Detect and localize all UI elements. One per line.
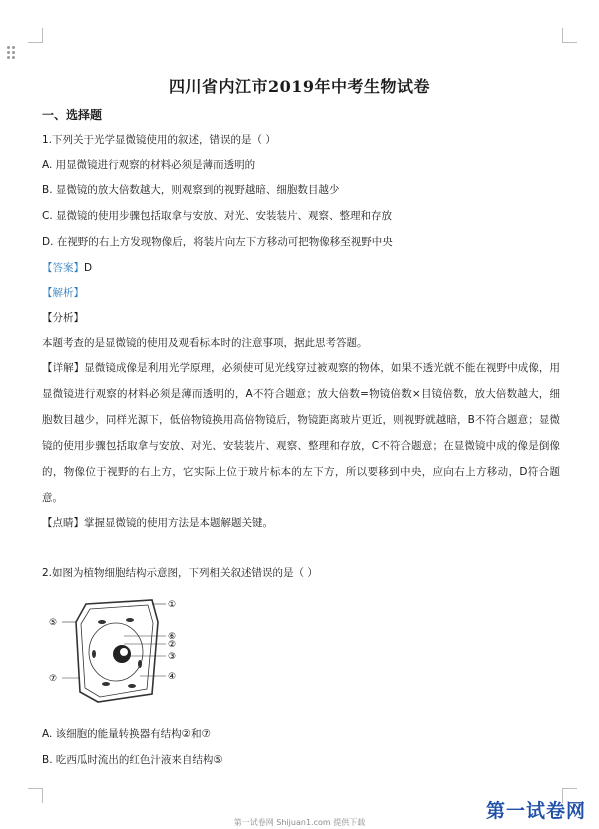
plant-cell-diagram [40, 592, 190, 712]
q1-option-a: A. 用显微镜进行观察的材料必须是薄而透明的 [42, 159, 256, 171]
analysis-tag: 【解析】 [42, 287, 84, 299]
answer-value: D [84, 262, 93, 274]
drag-handle-icon[interactable] [7, 46, 17, 64]
label-4: ④ [168, 672, 177, 682]
document-title: 四川省内江市2019年中考生物试卷 [168, 77, 431, 96]
chloroplast [126, 618, 134, 622]
label-3: ③ [168, 652, 177, 662]
page-footer: 第一试卷网 Shijuan1.com 提供下载 [233, 818, 366, 827]
fenxi-tag: 【分析】 [42, 312, 84, 324]
crop-mark-bottom-left [28, 788, 43, 803]
q2-option-b: B. 吃西瓜时流出的红色汁液来自结构⑤ [42, 754, 223, 766]
label-2: ② [168, 640, 177, 650]
answer-tag: 【答案】 [42, 262, 84, 274]
fenxi-text: 本题考查的是显微镜的使用及观看标本时的注意事项，据此思考答题。 [42, 337, 368, 349]
mitochondrion [138, 660, 142, 668]
nucleolus [120, 648, 128, 656]
label-6: ⑥ [168, 632, 177, 642]
q1-answer [42, 261, 92, 275]
section-heading: 一、选择题 [42, 108, 103, 122]
chloroplast [98, 620, 106, 624]
brand-logo: 第一试卷网 [486, 800, 587, 822]
q1-option-c: C. 显微镜的使用步骤包括取拿与安放、对光、安装装片、观察、整理和存放 [42, 210, 393, 222]
point-note: 【点睛】掌握显微镜的使用方法是本题解题关键。 [42, 517, 273, 529]
q1-stem: 1.下列关于光学显微镜使用的叙述，错误的是（ ） [42, 134, 276, 146]
q2-option-a: A. 该细胞的能量转换器有结构②和⑦ [42, 728, 211, 740]
q2-stem: 2.如图为植物细胞结构示意图，下列相关叙述错误的是（ ） [42, 567, 318, 579]
chloroplast [92, 650, 96, 658]
label-1: ① [168, 600, 177, 610]
detail-paragraph: 【详解】显微镜成像是利用光学原理，必须使可见光线穿过被观察的物体，如果不透光就不能在视野中成像，用显微镜进行观察的材料必须是薄而透明的，A不符合题意；放大倍数=物镜倍数×目镜倍数，放大倍数越大，细胞数目越少，同样光源下，低倍物镜换用高倍物镜后，物镜距离玻片更近，则视野就越暗，B不符合题意；显微镜的使用步骤包括取拿与安放、对光、安装装片、观察、整理和存放，C不符合题意；在显微镜中成的像是倒像的，物像位于视野的右上方，它实际上位于玻片标本的左下方，所以要移到中央，应向右上方移动，D符合题意。 [42, 362, 560, 504]
chloroplast [128, 684, 136, 688]
crop-mark-top-left [28, 28, 43, 43]
label-7: ⑦ [49, 674, 58, 684]
q1-option-b: B. 显微镜的放大倍数越大，则观察到的视野越暗、细胞数目越少 [42, 184, 340, 196]
crop-mark-top-right [562, 28, 577, 43]
label-5: ⑤ [49, 618, 58, 628]
q1-option-d: D. 在视野的右上方发现物像后，将装片向左下方移动可把物像移至视野中央 [42, 236, 393, 248]
chloroplast [102, 682, 110, 686]
